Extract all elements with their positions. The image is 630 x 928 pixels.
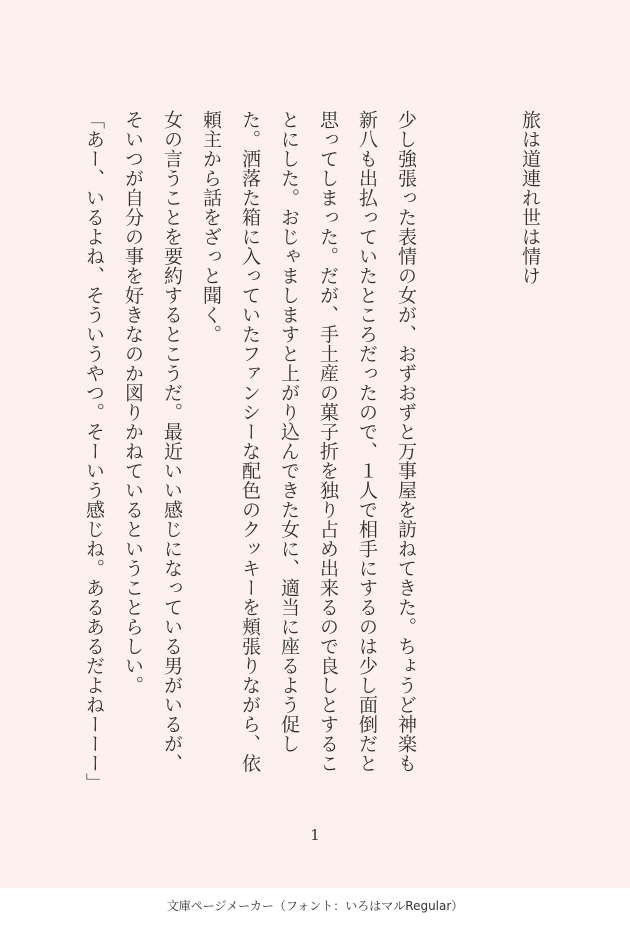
paragraph: 女の言うことを要約するとこうだ。最近いい感じになっている男がいるが、そいつが自分の事を好きなのか図りかねているということらしい。 [122, 110, 183, 773]
paragraph: 少し強張った表情の女が、おずおずと万事屋を訪ねてきた。ちょうど神楽も新八も出払っていたところだったので、１人で相手にするのは少し面倒だと思ってしまった。だが、手土産の菓子折を独り占め出来るので良しとすることにした。おじゃましますと上がり込んできた女に、適当に座るよう促した。洒落た箱に入っていたファンシーな配色のクッキーを頬張りながら、依頼主から話をざっと聞く。 [200, 110, 417, 773]
paragraph: 「あー、いるよね、そういうやつ。そーいう感じね。あるあるだよねーーー」 [83, 110, 105, 793]
footer-credit: 文庫ページメーカー（フォント：いろはマルRegular） [166, 899, 464, 913]
page-number: 1 [310, 826, 320, 844]
page-title: 旅は道連れ世は情け [519, 110, 541, 286]
body-text [83, 110, 425, 793]
